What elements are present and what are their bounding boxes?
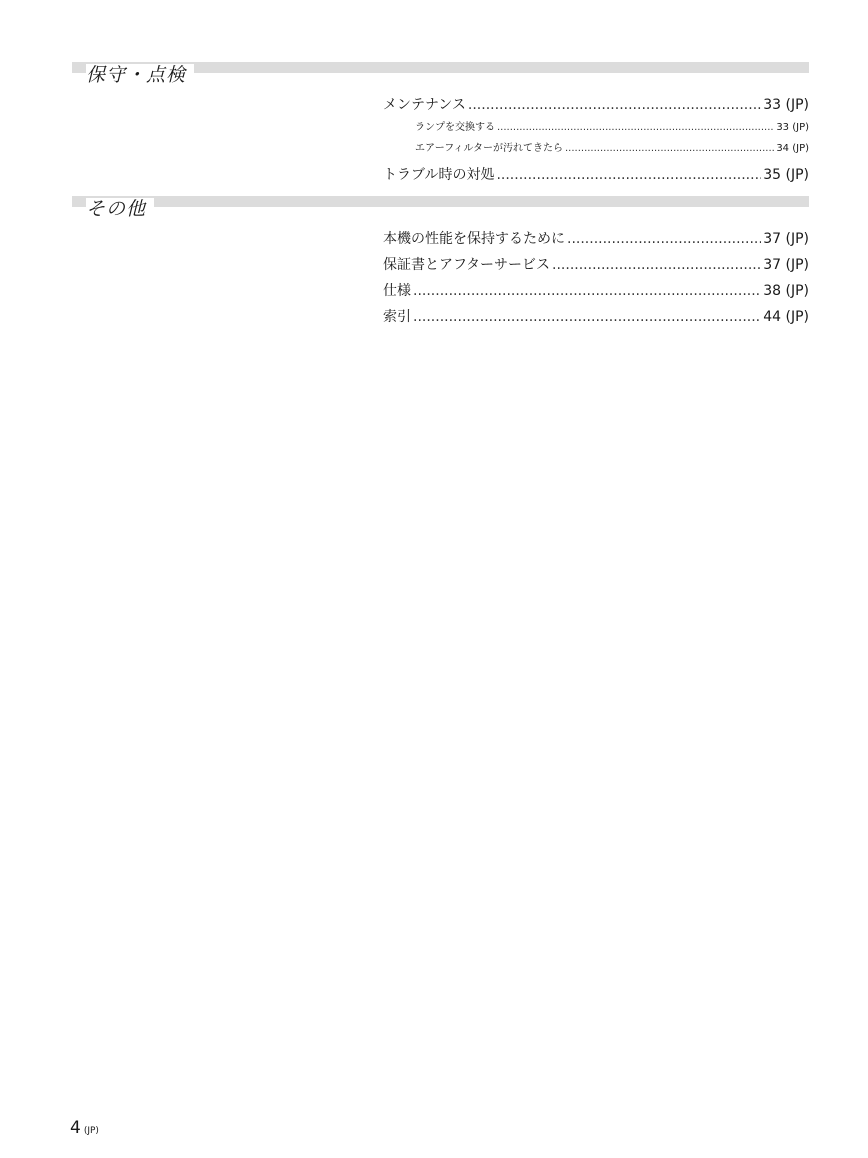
toc-entry-label: トラブル時の対処 xyxy=(383,167,495,183)
toc-leader-dots xyxy=(413,282,761,300)
toc-entry-label: 索引 xyxy=(383,309,411,325)
page-number-suffix: (JP) xyxy=(83,1126,99,1136)
toc-entry-performance[interactable] xyxy=(383,230,809,248)
toc-leader-dots xyxy=(497,121,774,134)
toc-entry-air-filter[interactable] xyxy=(415,142,809,155)
toc-entry-troubleshooting[interactable] xyxy=(383,166,809,184)
toc-entry-index[interactable] xyxy=(383,308,809,326)
toc-entry-page: 33 (JP) xyxy=(776,122,809,133)
toc-entry-label: ランプを交換する xyxy=(415,122,495,133)
toc-leader-dots xyxy=(565,142,774,155)
page-footer xyxy=(70,1118,99,1141)
toc-entry-label: 仕様 xyxy=(383,283,411,299)
toc-entry-label: 本機の性能を保持するために xyxy=(383,231,565,247)
toc-leader-dots xyxy=(567,230,761,248)
toc-entry-page: 44 (JP) xyxy=(763,309,809,325)
toc-entry-page: 34 (JP) xyxy=(776,143,809,154)
toc-entry-page: 33 (JP) xyxy=(763,97,809,113)
toc-entry-page: 35 (JP) xyxy=(763,167,809,183)
toc-leader-dots xyxy=(552,256,761,274)
toc-entry-warranty[interactable] xyxy=(383,256,809,274)
toc-entry-label: メンテナンス xyxy=(383,97,466,113)
toc-leader-dots xyxy=(413,308,761,326)
toc-leader-dots xyxy=(496,166,761,184)
toc-entry-lamp-replace[interactable] xyxy=(415,121,809,134)
toc-entry-page: 37 (JP) xyxy=(763,231,809,247)
toc-entry-specifications[interactable] xyxy=(383,282,809,300)
toc-entry-label: エアーフィルターが汚れてきたら xyxy=(415,143,563,154)
section-title-maintenance: 保守・点検 xyxy=(86,64,194,86)
section-bar-other xyxy=(72,196,809,207)
toc-leader-dots xyxy=(468,96,761,114)
toc-entry-maintenance[interactable] xyxy=(383,96,809,114)
toc-entry-page: 38 (JP) xyxy=(763,283,809,299)
section-title-other: その他 xyxy=(86,198,154,220)
page-number: 4 xyxy=(70,1118,81,1138)
toc-entry-label: 保証書とアフターサービス xyxy=(383,257,551,273)
toc-entry-page: 37 (JP) xyxy=(763,257,809,273)
